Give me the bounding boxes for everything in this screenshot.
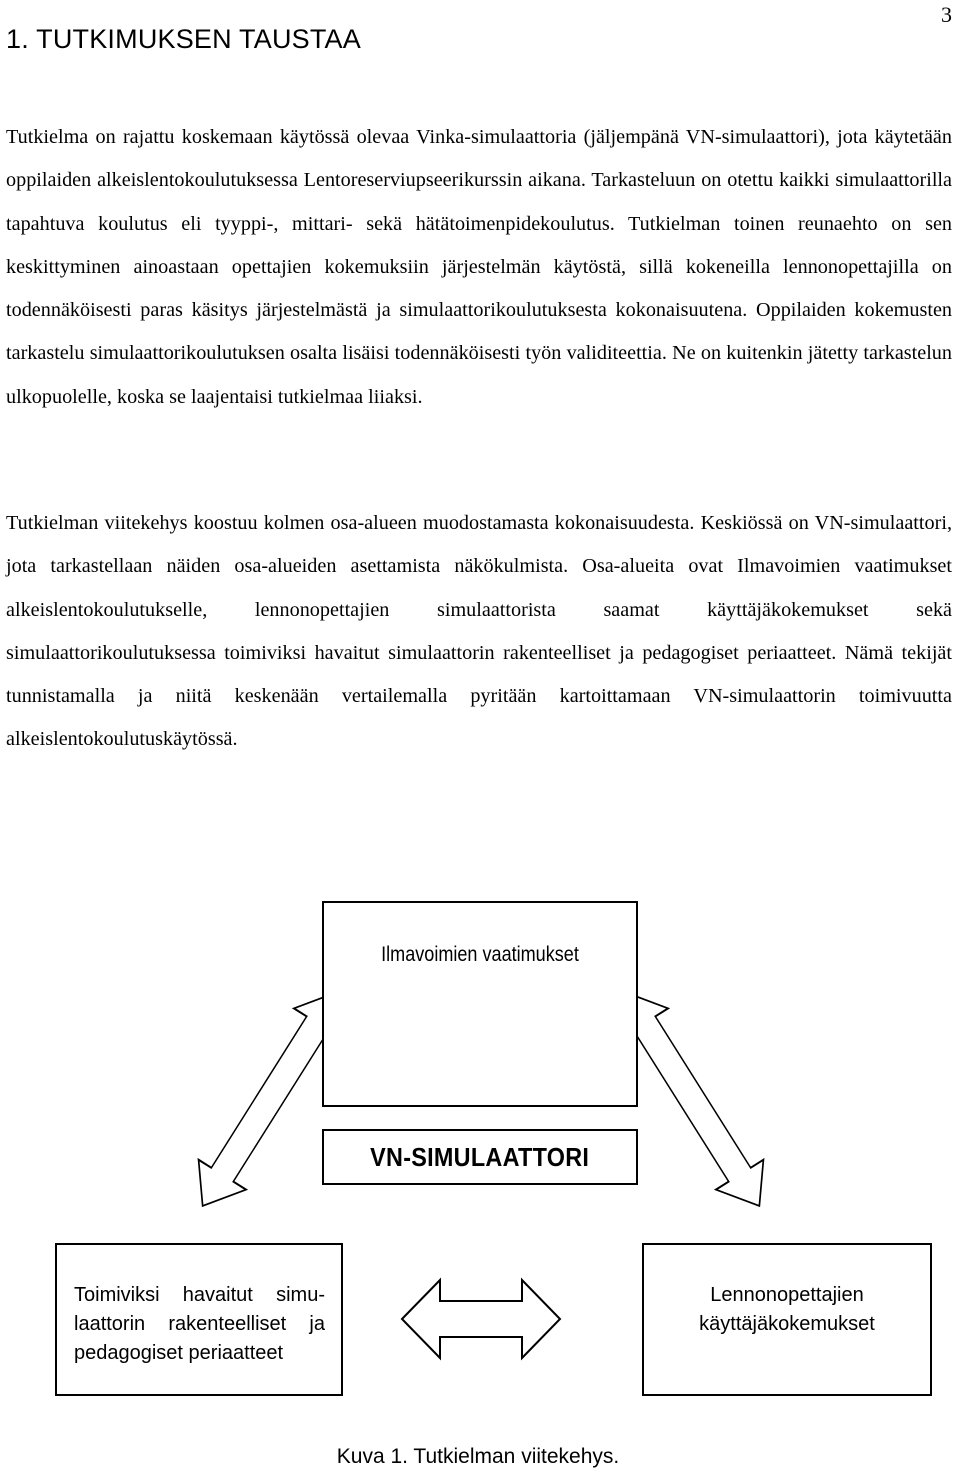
figure-caption-text: Kuva 1. Tutkielman viitekehys. [336, 1445, 620, 1468]
horizontal-double-arrow [402, 1280, 560, 1358]
paragraph-scope: Tutkielma on rajattu koskemaan käytössä olevaa Vinka-simulaattoria (jäljempänä VN-simulaattori), jota käytetään oppilaiden alkeislentokoulutuksessa Lentoreserviupseerikurssin aikana. Tarkasteluun on otettu kaikki simulaattorilla tapahtuva koulutus eli tyyppi-, mittari- sekä hätätoimenpidekoulutus. Tutkielman toinen reunaehto on sen keskittyminen ainoastaan opettajien kokemuksiin järjestelmän käytöstä, sillä kokeneilla lennonopettajilla on todennäköisesti paras käsitys järjestelmästä ja simulaattorikoulutuksesta kokonaisuutena. Oppilaiden kokemusten tarkastelu simulaattorikoulutuksen osalta lisäisi todennäköisesti työn validiteettia. Ne on kuitenkin jätetty tarkastelun ulkopuolelle, koska se laajentaisi tutkielmaa liiaksi. [6, 126, 952, 408]
box-instructor-experiences-line-2: käyttäjäkokemukset [699, 1313, 875, 1335]
box-instructor-experiences [642, 1243, 932, 1396]
box-air-force-requirements-label: Ilmavoimien vaatimukset [381, 943, 579, 966]
page-number: 3 [941, 2, 952, 27]
box-vn-simulator-label: VN-SIMULAATTORI [370, 1141, 590, 1172]
box-air-force-requirements [322, 901, 638, 1107]
paragraph-framework: Tutkielman viitekehys koostuu kolmen osa-alueen muodostamasta kokonaisuudesta. Keskiössä on VN-simulaattori, jota tarkastellaan näiden osa-alueiden asettamista näkökulmista. Osa-alueita ovat Ilmavoimien vaatimukset alkeislentokoulutukselle, lennonopettajien simulaattorista saamat käyttäjäkokemukset sekä simulaattorikoulutuksessa toimiviksi havaitut simulaattorin rakenteelliset ja pedagogiset periaatteet. Nämä tekijät tunnistamalla ja niitä keskenään vertailemalla pyritään kartoittamaan VN-simulaattorin toimivuutta alkeislentokoulutuskäytössä. [6, 512, 952, 751]
figure-caption [0, 1445, 960, 1469]
box-simulator-principles-line-1: Toimiviksi havaitut simu- [74, 1284, 325, 1306]
box-simulator-principles-line-2: laattorin rakenteelliset ja [74, 1313, 325, 1335]
box-vn-simulator [322, 1129, 638, 1185]
box-simulator-principles [55, 1243, 343, 1396]
section-heading: 1. TUTKIMUKSEN TAUSTAA [6, 24, 361, 54]
box-simulator-principles-line-3: pedagogiset periaatteet [74, 1342, 284, 1364]
box-instructor-experiences-line-1: Lennonopettajien [710, 1284, 864, 1306]
